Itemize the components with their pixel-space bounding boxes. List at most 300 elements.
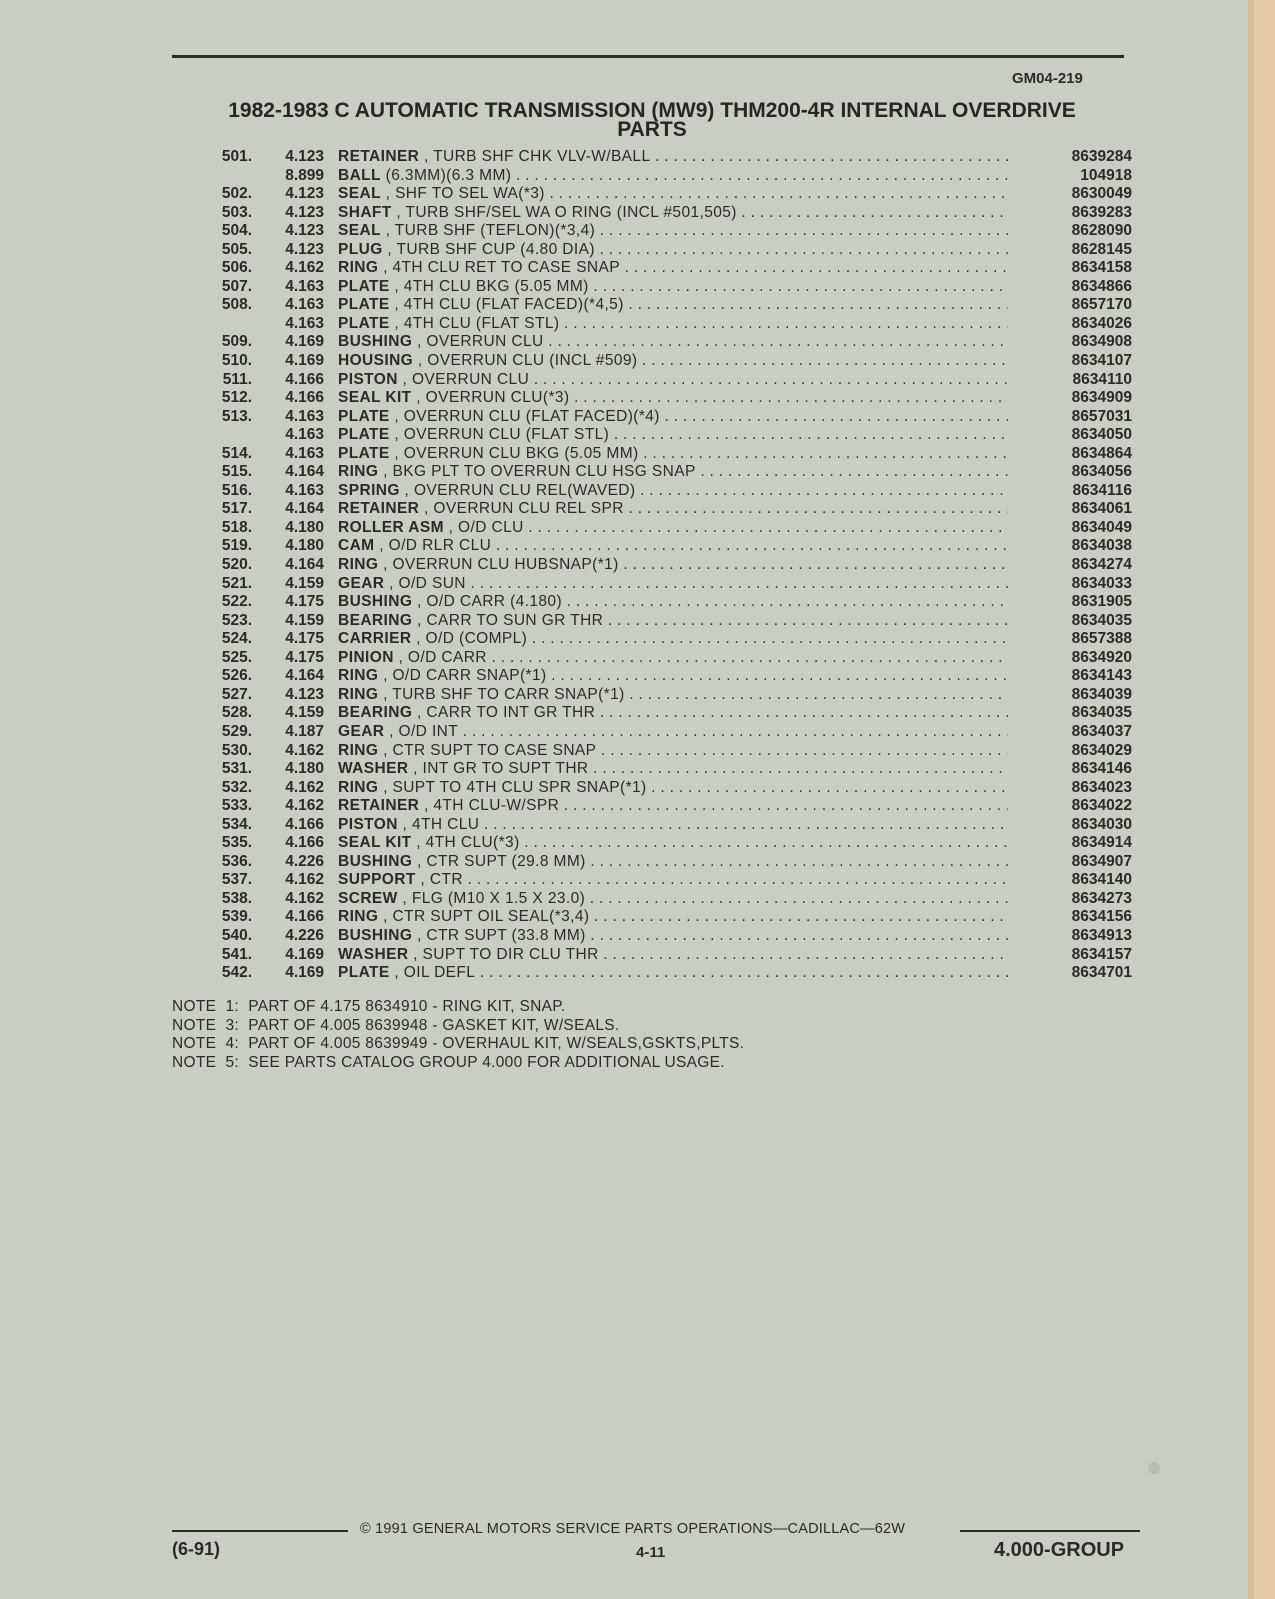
note-line: NOTE 1: PART OF 4.175 8634910 - RING KIT, SNAP. bbox=[172, 998, 566, 1015]
part-spec: , CARR TO INT GR THR bbox=[412, 704, 596, 722]
group-number: 4.163 bbox=[285, 444, 324, 462]
part-name: PLATE bbox=[338, 407, 390, 425]
part-row bbox=[170, 296, 1132, 315]
part-number: 8634909 bbox=[1071, 389, 1132, 407]
part-number: 8634907 bbox=[1071, 852, 1132, 870]
part-spec: , CTR SUPT OIL SEAL(*3,4) bbox=[378, 908, 590, 926]
part-row bbox=[170, 519, 1132, 538]
part-name: RETAINER bbox=[338, 148, 420, 165]
part-description bbox=[338, 630, 1008, 648]
part-spec: , BKG PLT TO OVERRUN CLU HSG SNAP bbox=[378, 463, 696, 481]
part-description bbox=[338, 556, 1008, 574]
part-number: 8634049 bbox=[1071, 518, 1132, 536]
part-number: 8634158 bbox=[1071, 259, 1132, 277]
part-spec: , OIL DEFL bbox=[389, 964, 476, 982]
group-number: 4.164 bbox=[285, 463, 324, 481]
part-name: WASHER bbox=[338, 945, 409, 963]
part-row bbox=[170, 908, 1132, 927]
part-number: 8634033 bbox=[1071, 574, 1132, 592]
part-name: BUSHING bbox=[338, 593, 413, 611]
group-number: 4.169 bbox=[285, 945, 324, 963]
part-spec: , INT GR TO SUPT THR bbox=[408, 760, 589, 778]
part-name: CAM bbox=[338, 537, 375, 555]
part-spec: , CARR TO SUN GR THR bbox=[412, 611, 604, 629]
ref-number: 511. bbox=[222, 370, 252, 388]
part-row bbox=[170, 760, 1132, 779]
part-description bbox=[338, 704, 1008, 722]
ref-number: 538. bbox=[221, 889, 252, 907]
part-row bbox=[170, 723, 1132, 742]
part-description bbox=[338, 853, 1008, 871]
part-description bbox=[338, 371, 1008, 389]
group-number: 4.166 bbox=[285, 815, 324, 833]
part-number: 8634110 bbox=[1072, 370, 1132, 388]
part-number: 8634026 bbox=[1071, 314, 1132, 332]
part-name: RING bbox=[338, 908, 379, 926]
part-description bbox=[338, 834, 1008, 852]
ref-number: 525. bbox=[221, 648, 252, 666]
part-name: CARRIER bbox=[338, 630, 412, 648]
part-row bbox=[170, 148, 1132, 167]
part-spec: , OVERRUN CLU bbox=[412, 333, 544, 351]
ref-number: 542. bbox=[221, 964, 252, 982]
group-label: 4.000-GROUP bbox=[994, 1539, 1125, 1561]
part-name: PISTON bbox=[338, 370, 398, 388]
part-description bbox=[338, 593, 1008, 611]
footer-rule-left bbox=[172, 1530, 348, 1532]
part-description bbox=[338, 167, 1008, 185]
part-row bbox=[170, 463, 1132, 482]
part-description bbox=[338, 352, 1008, 370]
part-spec: , OVERRUN CLU HUBSNAP(*1) bbox=[378, 556, 619, 574]
part-spec: , OVERRUN CLU (FLAT FACED)(*4) bbox=[389, 407, 660, 425]
part-description bbox=[338, 500, 1008, 518]
ref-number: 522. bbox=[221, 593, 252, 611]
part-spec: , O/D INT bbox=[384, 722, 459, 740]
part-name: PLATE bbox=[338, 314, 390, 332]
group-number: 4.166 bbox=[285, 908, 324, 926]
group-number: 4.163 bbox=[285, 426, 324, 444]
part-number: 8634061 bbox=[1071, 500, 1132, 518]
part-description bbox=[338, 890, 1008, 908]
part-description bbox=[338, 241, 1008, 259]
ref-number: 539. bbox=[221, 908, 252, 926]
part-number: 8634022 bbox=[1071, 797, 1132, 815]
ref-number: 526. bbox=[221, 667, 252, 685]
part-number: 8634914 bbox=[1071, 834, 1132, 852]
part-name: PINION bbox=[338, 648, 394, 666]
part-name: SPRING bbox=[338, 481, 400, 499]
part-spec: , 4TH CLU (FLAT STL) bbox=[389, 314, 560, 332]
part-description bbox=[338, 537, 1008, 555]
ref-number: 533. bbox=[221, 797, 252, 815]
parts-list bbox=[170, 148, 1132, 983]
group-number: 4.162 bbox=[285, 797, 324, 815]
group-number: 4.123 bbox=[285, 222, 324, 240]
part-name: RING bbox=[338, 778, 379, 796]
part-description bbox=[338, 649, 1008, 667]
part-name: GEAR bbox=[338, 722, 385, 740]
part-row bbox=[170, 556, 1132, 575]
part-spec: , OVERRUN CLU (FLAT STL) bbox=[389, 426, 610, 444]
group-number: 4.163 bbox=[285, 277, 324, 295]
part-name: RETAINER bbox=[338, 500, 420, 518]
ref-number: 520. bbox=[221, 556, 252, 574]
part-row bbox=[170, 946, 1132, 965]
ref-number: 503. bbox=[221, 203, 252, 221]
part-number: 8634035 bbox=[1071, 704, 1132, 722]
part-number: 8628090 bbox=[1071, 222, 1132, 240]
part-description bbox=[338, 575, 1008, 593]
part-name: BUSHING bbox=[338, 852, 413, 870]
part-spec: , OVERRUN CLU BKG (5.05 MM) bbox=[389, 444, 639, 462]
part-row bbox=[170, 389, 1132, 408]
ref-number: 513. bbox=[221, 407, 252, 425]
ref-number: 501. bbox=[221, 148, 252, 165]
part-description bbox=[338, 463, 1008, 481]
part-description bbox=[338, 315, 1008, 333]
part-description bbox=[338, 222, 1008, 240]
part-number: 8634864 bbox=[1071, 444, 1132, 462]
part-row bbox=[170, 816, 1132, 835]
part-row bbox=[170, 742, 1132, 761]
part-name: BUSHING bbox=[338, 333, 413, 351]
note-line: NOTE 4: PART OF 4.005 8639949 - OVERHAUL KIT, W/SEALS,GSKTS,PLTS. bbox=[172, 1035, 745, 1052]
part-name: BEARING bbox=[338, 611, 413, 629]
copyright-line: © 1991 GENERAL MOTORS SERVICE PARTS OPERATIONS—CADILLAC—62W bbox=[360, 1521, 906, 1537]
group-number: 4.163 bbox=[285, 407, 324, 425]
group-number: 4.164 bbox=[285, 500, 324, 518]
part-number: 8634056 bbox=[1071, 463, 1132, 481]
group-number: 4.123 bbox=[285, 203, 324, 221]
part-row bbox=[170, 204, 1132, 223]
part-spec: , 4TH CLU (FLAT FACED)(*4,5) bbox=[389, 296, 624, 314]
ref-number: 537. bbox=[221, 871, 252, 889]
part-spec: , CTR SUPT (33.8 MM) bbox=[412, 926, 586, 944]
group-number: 4.159 bbox=[285, 611, 324, 629]
part-row bbox=[170, 167, 1132, 186]
ref-number: 540. bbox=[221, 926, 252, 944]
group-number: 4.180 bbox=[285, 518, 324, 536]
notes-section bbox=[172, 998, 1072, 1072]
part-spec: , O/D (COMPL) bbox=[411, 630, 528, 648]
part-name: SEAL bbox=[338, 222, 381, 240]
part-spec: , TURB SHF CHK VLV-W/BALL bbox=[419, 148, 651, 165]
part-spec: , 4TH CLU(*3) bbox=[411, 834, 520, 852]
group-number: 4.180 bbox=[285, 760, 324, 778]
part-number: 8634701 bbox=[1071, 964, 1132, 982]
part-name: RING bbox=[338, 556, 379, 574]
part-spec: , OVERRUN CLU REL SPR bbox=[419, 500, 624, 518]
part-name: SEAL KIT bbox=[338, 389, 412, 407]
part-spec: , 4TH CLU-W/SPR bbox=[419, 797, 560, 815]
ref-number: 531. bbox=[221, 760, 252, 778]
document-id: GM04-219 bbox=[1012, 70, 1083, 87]
ref-number: 509. bbox=[221, 333, 252, 351]
ref-number: 515. bbox=[221, 463, 252, 481]
group-number: 4.226 bbox=[285, 852, 324, 870]
group-number: 4.175 bbox=[285, 630, 324, 648]
part-row bbox=[170, 408, 1132, 427]
title-line-1: 1982-1983 C AUTOMATIC TRANSMISSION (MW9) THM200-4R INTERNAL OVERDRIVE bbox=[228, 99, 1076, 122]
part-row bbox=[170, 575, 1132, 594]
part-row bbox=[170, 426, 1132, 445]
part-name: RING bbox=[338, 741, 379, 759]
group-number: 4.169 bbox=[285, 352, 324, 370]
part-description bbox=[338, 927, 1008, 945]
part-spec: , OVERRUN CLU(*3) bbox=[411, 389, 570, 407]
part-description bbox=[338, 816, 1008, 834]
part-description bbox=[338, 871, 1008, 889]
part-row bbox=[170, 259, 1132, 278]
part-name: PLATE bbox=[338, 277, 390, 295]
group-number: 4.162 bbox=[285, 778, 324, 796]
group-number: 4.123 bbox=[285, 148, 324, 165]
part-number: 8634866 bbox=[1071, 277, 1132, 295]
header-rule bbox=[172, 55, 1124, 58]
group-number: 4.226 bbox=[285, 926, 324, 944]
part-spec: , 4TH CLU BKG (5.05 MM) bbox=[389, 277, 589, 295]
part-row bbox=[170, 667, 1132, 686]
part-number: 8634023 bbox=[1071, 778, 1132, 796]
part-description bbox=[338, 667, 1008, 685]
part-name: PLUG bbox=[338, 240, 383, 258]
part-spec: , O/D CARR (4.180) bbox=[412, 593, 562, 611]
part-name: HOUSING bbox=[338, 352, 414, 370]
part-number: 8634143 bbox=[1071, 667, 1132, 685]
part-name: PLATE bbox=[338, 444, 390, 462]
ref-number: 514. bbox=[221, 444, 252, 462]
ref-number: 527. bbox=[221, 685, 252, 703]
part-description bbox=[338, 296, 1008, 314]
part-description bbox=[338, 797, 1008, 815]
part-description bbox=[338, 408, 1008, 426]
part-number: 8657031 bbox=[1071, 407, 1132, 425]
group-number: 4.187 bbox=[285, 722, 324, 740]
part-row bbox=[170, 315, 1132, 334]
part-name: PISTON bbox=[338, 815, 398, 833]
group-number: 4.163 bbox=[285, 314, 324, 332]
group-number: 4.164 bbox=[285, 556, 324, 574]
ref-number: 507. bbox=[221, 277, 252, 295]
part-description bbox=[338, 259, 1008, 277]
group-number: 4.162 bbox=[285, 871, 324, 889]
part-spec: , TURB SHF (TEFLON)(*3,4) bbox=[380, 222, 596, 240]
ref-number: 532. bbox=[221, 778, 252, 796]
group-number: 8.899 bbox=[285, 166, 324, 184]
ref-number: 506. bbox=[221, 259, 252, 277]
part-row bbox=[170, 222, 1132, 241]
part-row bbox=[170, 779, 1132, 798]
part-name: RING bbox=[338, 463, 379, 481]
ref-number: 528. bbox=[221, 704, 252, 722]
group-number: 4.123 bbox=[285, 240, 324, 258]
part-number: 8639283 bbox=[1071, 203, 1132, 221]
ref-number: 534. bbox=[221, 815, 252, 833]
note-line: NOTE 3: PART OF 4.005 8639948 - GASKET KIT, W/SEALS. bbox=[172, 1016, 620, 1034]
part-number: 8634146 bbox=[1071, 760, 1132, 778]
group-number: 4.162 bbox=[285, 259, 324, 277]
part-name: RETAINER bbox=[338, 797, 420, 815]
part-name: RING bbox=[338, 685, 379, 703]
part-name: SEAL KIT bbox=[338, 834, 412, 852]
part-spec: , TURB SHF TO CARR SNAP(*1) bbox=[378, 685, 625, 703]
group-number: 4.123 bbox=[285, 185, 324, 203]
part-number: 8634030 bbox=[1071, 815, 1132, 833]
ref-number: 502. bbox=[221, 185, 252, 203]
part-row bbox=[170, 445, 1132, 464]
part-name: GEAR bbox=[338, 574, 385, 592]
ref-number: 512. bbox=[221, 389, 252, 407]
group-number: 4.169 bbox=[285, 964, 324, 982]
part-description bbox=[338, 964, 1008, 982]
part-row bbox=[170, 278, 1132, 297]
part-spec: , SUPT TO DIR CLU THR bbox=[408, 945, 599, 963]
part-name: WASHER bbox=[338, 760, 409, 778]
group-number: 4.166 bbox=[285, 370, 324, 388]
part-name: RING bbox=[338, 259, 379, 277]
part-number: 8634037 bbox=[1071, 722, 1132, 740]
part-description bbox=[338, 908, 1008, 926]
part-number: 8631905 bbox=[1071, 593, 1132, 611]
ref-number: 519. bbox=[221, 537, 252, 555]
ref-number: 523. bbox=[221, 611, 252, 629]
group-number: 4.162 bbox=[285, 889, 324, 907]
part-description bbox=[338, 333, 1008, 351]
page-title bbox=[172, 101, 1132, 139]
part-number: 8634274 bbox=[1071, 556, 1132, 574]
part-row bbox=[170, 853, 1132, 872]
part-description bbox=[338, 204, 1008, 222]
group-number: 4.169 bbox=[285, 333, 324, 351]
part-number: 8634140 bbox=[1071, 871, 1132, 889]
ref-number: 510. bbox=[221, 352, 252, 370]
part-name: ROLLER ASM bbox=[338, 518, 444, 536]
ref-number: 516. bbox=[221, 481, 252, 499]
part-description bbox=[338, 426, 1008, 444]
group-number: 4.163 bbox=[285, 481, 324, 499]
part-description bbox=[338, 946, 1008, 964]
part-spec: , SUPT TO 4TH CLU SPR SNAP(*1) bbox=[378, 778, 647, 796]
part-number: 8634908 bbox=[1071, 333, 1132, 351]
part-description bbox=[338, 482, 1008, 500]
part-row bbox=[170, 333, 1132, 352]
part-row bbox=[170, 649, 1132, 668]
part-number: 8634920 bbox=[1071, 648, 1132, 666]
part-name: RING bbox=[338, 667, 379, 685]
part-number: 8634029 bbox=[1071, 741, 1132, 759]
paper-speck bbox=[1148, 1462, 1160, 1474]
part-description bbox=[338, 445, 1008, 463]
ref-number: 517. bbox=[221, 500, 252, 518]
part-number: 8657388 bbox=[1071, 630, 1132, 648]
part-row bbox=[170, 890, 1132, 909]
ref-number: 529. bbox=[221, 722, 252, 740]
part-row bbox=[170, 686, 1132, 705]
part-number: 104918 bbox=[1080, 166, 1132, 184]
ref-number: 504. bbox=[221, 222, 252, 240]
part-name: SUPPORT bbox=[338, 871, 416, 889]
note-line: NOTE 5: SEE PARTS CATALOG GROUP 4.000 FOR ADDITIONAL USAGE. bbox=[172, 1053, 725, 1071]
part-spec: , O/D CARR bbox=[393, 648, 487, 666]
group-number: 4.175 bbox=[285, 648, 324, 666]
part-description bbox=[338, 760, 1008, 778]
part-number: 8628145 bbox=[1071, 240, 1132, 258]
part-row bbox=[170, 704, 1132, 723]
ref-number: 521. bbox=[221, 574, 252, 592]
ref-number: 541. bbox=[221, 945, 252, 963]
part-name: BEARING bbox=[338, 704, 413, 722]
part-number: 8634038 bbox=[1071, 537, 1132, 555]
part-number: 8634913 bbox=[1071, 926, 1132, 944]
part-name: PLATE bbox=[338, 426, 390, 444]
part-spec: , CTR SUPT TO CASE SNAP bbox=[378, 741, 597, 759]
ref-number: 536. bbox=[221, 852, 252, 870]
part-spec: , FLG (M10 X 1.5 X 23.0) bbox=[397, 889, 586, 907]
page-number: 4-11 bbox=[636, 1544, 666, 1561]
part-row bbox=[170, 371, 1132, 390]
part-description bbox=[338, 723, 1008, 741]
ref-number: 535. bbox=[221, 834, 252, 852]
ref-number: 524. bbox=[221, 630, 252, 648]
part-spec: , O/D SUN bbox=[384, 574, 466, 592]
part-description bbox=[338, 519, 1008, 537]
part-spec: , OVERRUN CLU REL(WAVED) bbox=[399, 481, 636, 499]
group-number: 4.163 bbox=[285, 296, 324, 314]
part-spec: , OVERRUN CLU (INCL #509) bbox=[413, 352, 638, 370]
part-spec: , OVERRUN CLU bbox=[397, 370, 530, 388]
part-number: 8634156 bbox=[1071, 908, 1132, 926]
part-row bbox=[170, 964, 1132, 983]
group-number: 4.166 bbox=[285, 389, 324, 407]
part-description bbox=[338, 612, 1008, 630]
part-description bbox=[338, 742, 1008, 760]
part-description bbox=[338, 185, 1008, 203]
part-row bbox=[170, 241, 1132, 260]
group-number: 4.159 bbox=[285, 704, 324, 722]
part-spec: , CTR bbox=[415, 871, 463, 889]
part-description bbox=[338, 389, 1008, 407]
group-number: 4.180 bbox=[285, 537, 324, 555]
part-description bbox=[338, 779, 1008, 797]
part-number: 8639284 bbox=[1071, 148, 1132, 165]
part-spec: , O/D RLR CLU bbox=[374, 537, 492, 555]
part-row bbox=[170, 797, 1132, 816]
group-number: 4.175 bbox=[285, 593, 324, 611]
part-row bbox=[170, 593, 1132, 612]
group-number: 4.164 bbox=[285, 667, 324, 685]
part-row bbox=[170, 612, 1132, 631]
part-number: 8634039 bbox=[1071, 685, 1132, 703]
part-row bbox=[170, 500, 1132, 519]
group-number: 4.159 bbox=[285, 574, 324, 592]
part-description bbox=[338, 278, 1008, 296]
part-number: 8630049 bbox=[1071, 185, 1132, 203]
part-name: SHAFT bbox=[338, 203, 392, 221]
group-number: 4.162 bbox=[285, 741, 324, 759]
part-number: 8657170 bbox=[1071, 296, 1132, 314]
ref-number: 505. bbox=[221, 240, 252, 258]
group-number: 4.166 bbox=[285, 834, 324, 852]
part-name: SCREW bbox=[338, 889, 398, 907]
part-spec: , 4TH CLU RET TO CASE SNAP bbox=[378, 259, 621, 277]
ref-number: 508. bbox=[221, 296, 252, 314]
part-number: 8634107 bbox=[1071, 352, 1132, 370]
part-row bbox=[170, 352, 1132, 371]
part-name: PLATE bbox=[338, 296, 390, 314]
revision-date: (6-91) bbox=[172, 1539, 221, 1559]
part-name: PLATE bbox=[338, 964, 390, 982]
